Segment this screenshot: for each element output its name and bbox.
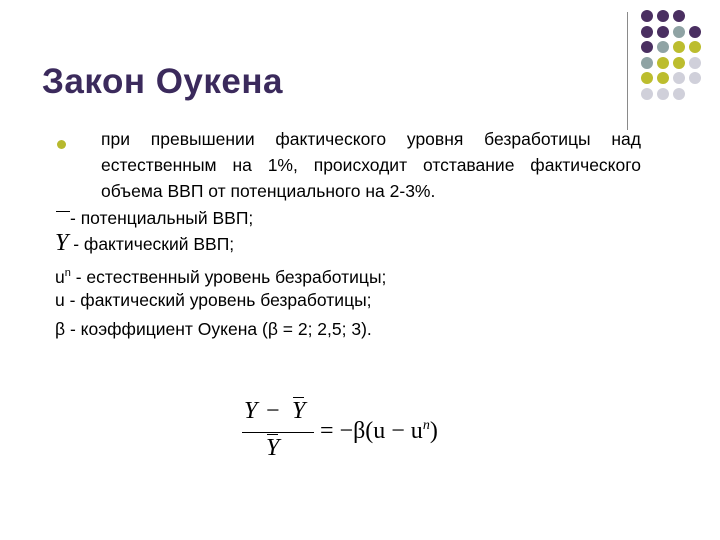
- natural-rate-superscript: n: [64, 267, 71, 279]
- denominator-overbar: [267, 434, 278, 435]
- okun-law-statement: при превышении фактического уровня безработицы над естественным на 1%, происходит отставание фактического объема ВВП от потенциального на 2-3%.: [101, 129, 641, 201]
- decorative-dot: [657, 26, 669, 38]
- formula-numerator-y: Y: [244, 398, 258, 424]
- decorative-dot: [657, 57, 669, 69]
- decorative-dot: [657, 10, 669, 22]
- decorative-dot: [657, 72, 669, 84]
- decorative-dot: [689, 72, 701, 84]
- natural-rate-symbol: u: [55, 266, 65, 287]
- decorative-dot: [657, 88, 669, 100]
- actual-rate-label: - фактический уровень безработицы;: [69, 290, 372, 310]
- decorative-dot: [689, 26, 701, 38]
- formula-denominator-ybar: [266, 435, 279, 462]
- actual-gdp-label: - фактический ВВП;: [73, 234, 235, 254]
- decorative-dot: [673, 88, 685, 100]
- formula-rhs-text: = −β(u − u: [320, 418, 423, 444]
- decorative-divider-line: [627, 12, 628, 130]
- definition-actual-unemployment: [55, 287, 372, 313]
- potential-gdp-symbol: [56, 211, 70, 212]
- formula-minus: −: [266, 398, 280, 424]
- denominator-ybar-letter: Y: [266, 435, 280, 461]
- definition-okun-coefficient: [55, 316, 372, 342]
- decorative-dot: [657, 41, 669, 53]
- decorative-dot: [641, 26, 653, 38]
- definition-actual-gdp: [55, 230, 234, 257]
- formula-numerator-ybar: [292, 398, 305, 425]
- decorative-dot: [641, 57, 653, 69]
- decorative-dot: [673, 72, 685, 84]
- decorative-dot: [673, 26, 685, 38]
- potential-gdp-label: - потенциальный ВВП;: [70, 208, 254, 228]
- bullet-icon: [57, 140, 66, 149]
- numerator-overbar: [293, 397, 304, 398]
- okun-coefficient-label: - коэффициент Оукена (β = 2; 2,5; 3).: [69, 319, 372, 339]
- decorative-dot: [673, 57, 685, 69]
- natural-rate-label: - естественный уровень безработицы;: [75, 266, 387, 287]
- decorative-dot: [673, 10, 685, 22]
- formula-right-side: [320, 418, 438, 445]
- decorative-dot: [689, 57, 701, 69]
- actual-rate-symbol: u: [55, 290, 65, 310]
- decorative-dot: [689, 41, 701, 53]
- decorative-dot: [641, 10, 653, 22]
- beta-symbol: β: [55, 319, 66, 339]
- decorative-dot-grid: [640, 10, 720, 110]
- actual-gdp-symbol: Y: [55, 230, 69, 256]
- formula-rhs-close: ): [429, 418, 438, 444]
- definition-natural-unemployment: [55, 260, 386, 290]
- decorative-dot: [673, 41, 685, 53]
- decorative-dot: [641, 88, 653, 100]
- formula-rhs-superscript: n: [422, 418, 430, 433]
- slide-title: Закон Оукена: [42, 62, 283, 101]
- decorative-dot: [641, 41, 653, 53]
- numerator-ybar-letter: Y: [292, 398, 306, 424]
- okun-law-formula: [236, 385, 496, 475]
- definition-potential-gdp: [56, 205, 253, 231]
- decorative-dot: [641, 72, 653, 84]
